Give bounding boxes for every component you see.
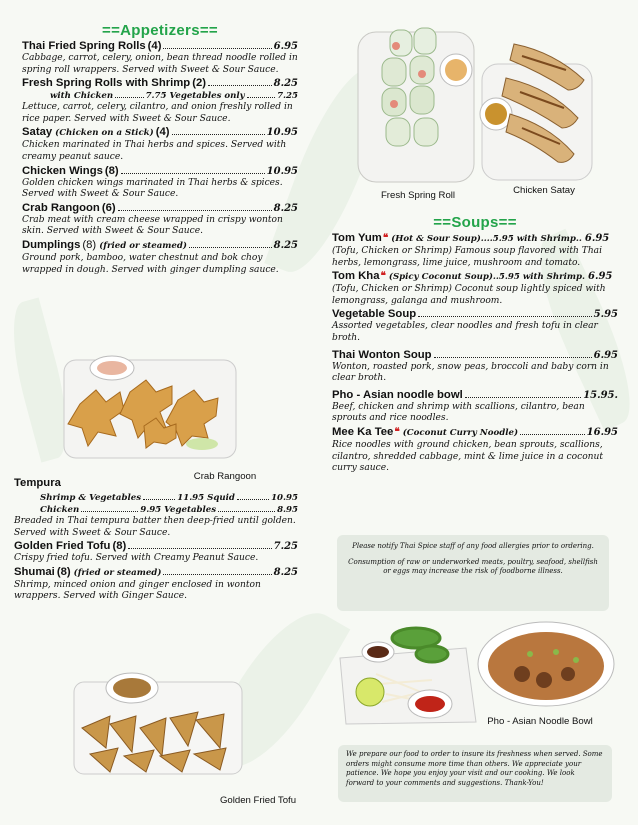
item-price: 8.25 [273,239,298,251]
caption-fresh-spring-roll: Fresh Spring Roll [380,190,456,201]
menu-item [22,202,298,238]
item-description: Ground pork, bamboo, water chestnut and bok choy wrapped in dough. Served with ginger dumpling sauce. [22,252,279,275]
left-column [22,22,298,276]
item-count: (6) [101,201,116,214]
sub-option: Shrimp & Vegetables [40,493,142,503]
item-price: 15.95. [583,389,618,401]
golden-fried-tofu-photo [70,668,246,778]
soups-column [332,214,618,475]
sub-price: 7.25 [277,91,299,102]
item-note: (fried or steamed) [73,567,162,578]
item-description: Breaded in Thai tempura batter then deep-fried until golden. Served with Sweet & Sour Sauce. [14,516,296,538]
item-name: Vegetable Soup [332,308,417,321]
item-price: 7.25 [273,541,298,553]
sub-option: 11.95 Squid [177,493,235,503]
menu-item [22,40,298,76]
item-name: Thai Fried Spring Rolls [22,40,146,52]
menu-item [332,349,618,385]
item-note: (Hot & Sour Soup)....5.95 with Shrimp.. [391,234,582,244]
item-description: Golden chicken wings marinated in Thai herbs & spices. Served with Sweet & Sour Sauce. [22,177,283,200]
caption-golden-fried-tofu: Golden Fried Tofu [219,795,297,806]
item-note: (Chicken on a Stick) [55,128,154,139]
menu-item [332,308,618,344]
item-description: (Tofu, Chicken or Shrimp) Famous soup flavored with Thai herbs, lemongrass, lime juice, mushroom and tomato. [332,246,603,268]
item-name: Satay [22,126,53,139]
item-price: 6.95 [588,271,613,283]
caption-chicken-satay: Chicken Satay [513,185,575,196]
item-price: 6.95 [584,233,610,244]
menu-item [332,426,618,475]
item-description: Crab meat with cream cheese wrapped in crispy wonton skin. Served with Sweet & Sour Sauce. [22,214,283,237]
item-note: (Spicy Coconut Soup)..5.95 with Shrimp. [388,272,586,283]
item-price: 10.95 [266,127,298,139]
item-price: 6.95 [273,41,298,52]
item-price: 6.95 [593,349,618,361]
chili-icon: ❝ [394,426,400,438]
item-price: 5.95 [593,309,618,321]
menu-item [332,232,618,269]
chili-icon: ❝ [382,233,389,244]
chili-icon: ❝ [380,271,386,283]
item-description: Beef, chicken and shrimp with scallions, cilantro, bean sprouts and rice noodles. [332,401,585,424]
item-count: (4) [147,40,162,52]
appetizers-title: ==Appetizers== [102,22,218,39]
item-name: Shumai [14,565,55,578]
sub-option: 7.75 Vegetables only [145,91,245,102]
item-count: (8) [56,565,71,578]
item-price: 10.95 [266,165,298,177]
soups-title: ==Soups== [433,214,517,231]
crab-rangoon-photo [60,352,240,462]
item-name: Crab Rangoon [22,201,100,214]
item-count: (4) [155,126,170,139]
item-price: 8.25 [273,566,298,578]
sub-option: Chicken [40,505,80,515]
tempura-section [14,477,298,603]
caption-pho: Pho - Asian Noodle Bowl [487,716,593,727]
item-price: 8.25 [273,202,298,214]
sub-price: 10.95 [271,493,298,503]
sub-price: 8.95 [277,505,299,515]
item-description: Shrimp, minced onion and ginger enclosed in wonton wrappers. Served with Ginger Sauce. [14,579,261,602]
item-count: (8) [112,540,127,553]
item-name: Pho - Asian noodle bowl [332,388,463,401]
item-count: (2) [192,77,207,90]
menu-item [14,566,298,603]
fresh-spring-roll-photo [352,26,480,188]
menu-item [22,239,298,276]
item-note: (Coconut Curry Noodle) [402,427,519,438]
item-description: (Tofu, Chicken or Shrimp) Coconut soup lightly spiced with lemongrass, galanga and mushroom. [332,284,606,306]
menu-item [22,77,298,125]
menu-item [22,165,298,201]
item-description: Chicken marinated in Thai herbs and spices. Served with creamy peanut sauce. [22,140,287,162]
item-name: Golden Fried Tofu [14,540,111,553]
item-name: Fresh Spring Rolls with Shrimp [22,77,191,90]
allergy-text: Please notify Thai Spice staff of any food allergies prior to ordering. [352,542,594,550]
sub-option: with Chicken [50,91,114,102]
pho-photo [336,614,618,732]
item-name: Tom Kha [332,270,380,283]
item-count: (8) [82,238,97,251]
caption-crab-rangoon: Crab Rangoon [193,471,257,482]
footer-note: We prepare our food to order to insure its freshness when served. Some orders might consume more time than others. We appreciate your patience. We hope you enjoy your visit and our cooking. We look forward to your comments and suggestions. Thank-You! [338,745,612,802]
item-price: 16.95 [586,426,618,438]
item-description: Wonton, roasted pork, snow peas, broccoli and baby corn in clear broth. [332,361,609,384]
sub-option: 9.95 Vegetables [140,505,217,515]
item-description: Cabbage, carrot, celery, onion, bean thread noodle rolled in spring roll wrappers. Served with Sweet & Sour Sauce. [22,53,298,75]
menu-item [332,270,618,307]
allergy-notice [337,535,609,611]
item-description: Rice noodles with ground chicken, bean sprouts, scallions, cilantro, shredded cabbage, mint & lime juice in a coconut curry sauce. [332,439,604,474]
item-name: Chicken Wings [22,164,103,177]
item-name: Mee Ka Tee [332,425,394,438]
menu-item [22,126,298,163]
item-name: Thai Wonton Soup [332,348,432,361]
chicken-satay-photo [476,34,598,184]
item-name: Tempura [14,477,61,489]
item-note: (fried or steamed) [99,240,187,251]
item-name: Tom Yum [332,232,382,244]
item-name: Dumplings [22,238,81,251]
menu-item [14,540,298,565]
item-description: Lettuce, carrot, celery, cilantro, and onion freshly rolled in rice paper. Served with Sweet & Sour Sauce. [22,102,293,124]
item-count: (8) [104,164,119,177]
consumption-text: Consumption of raw or underworked meats, poultry, seafood, shellfish or eggs may increase the risk of foodborne illness. [348,558,598,576]
item-description: Crispy fried tofu. Served with Creamy Peanut Sauce. [14,553,259,564]
menu-item [332,389,618,425]
item-price: 8.25 [273,78,298,90]
item-description: Assorted vegetables, clear noodles and fresh tofu in clear broth. [332,321,598,343]
